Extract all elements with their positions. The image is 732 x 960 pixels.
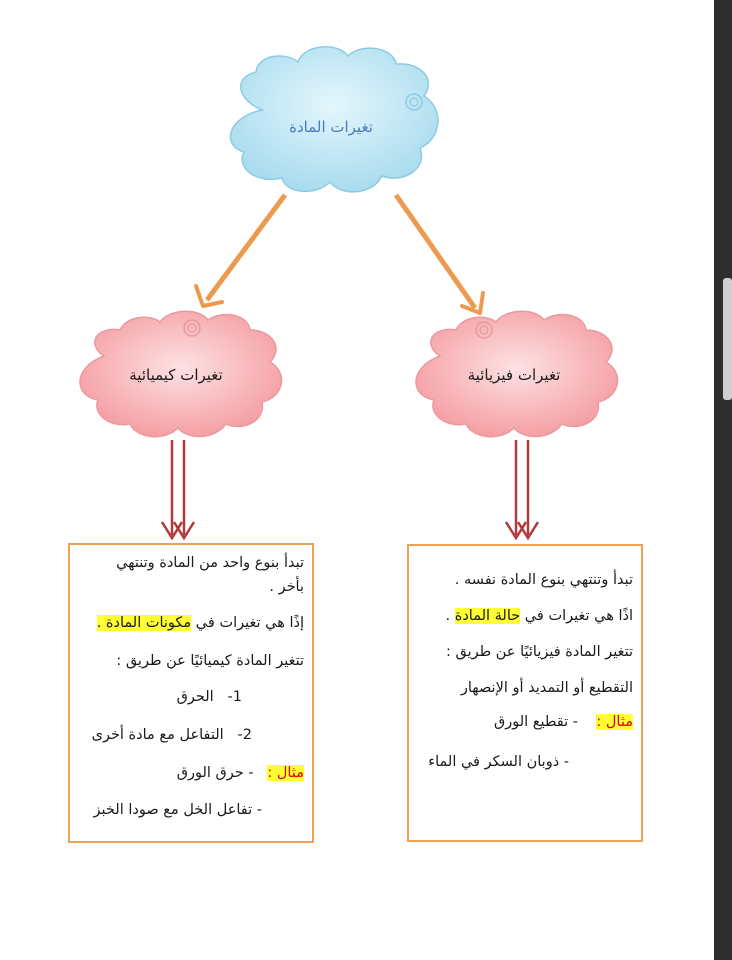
chemical-example-1 [177,765,304,781]
chemical-label: تغيرات كيميائية [129,366,223,384]
arrow-chemical-to-box [162,440,194,538]
scrollbar-thumb[interactable] [723,278,732,400]
chemical-example-1-text: - حرق الورق [176,765,254,781]
physical-example-label: مثال : [596,714,633,730]
physical-line-2 [446,608,634,624]
physical-label: تغيرات فيزيائية [467,366,561,384]
item-2-number: 2- [237,727,252,743]
chemical-item-1 [177,689,242,705]
physical-box [407,544,643,842]
scroll-rail[interactable] [714,0,732,960]
chemical-highlight: مكونات المادة . [96,615,192,631]
physical-line-1: تبدأ وتنتهي بنوع المادة نفسه . [454,572,633,588]
chemical-example-label: مثال : [267,765,304,781]
chemical-line-3 [97,615,304,631]
physical-line-4: التقطيع أو التمديد أو الإنصهار [460,680,633,696]
chemical-line-4: تتغير المادة كيميائيًا عن طريق : [116,653,304,669]
physical-example-2: - ذوبان السكر في الماء [428,754,569,770]
physical-line-2-end: . [445,608,455,624]
arrow-root-to-chemical [196,195,285,306]
chemical-line-1: تبدأ بنوع واحد من المادة وتنتهي [116,555,304,571]
root-label: تغيرات المادة [289,118,373,136]
arrow-root-to-physical [396,195,483,313]
physical-highlight: حالة المادة [454,608,521,624]
item-1-number: 1- [227,689,242,705]
chemical-example-2: - تفاعل الخل مع صودا الخبز [93,802,262,818]
item-2-text: التفاعل مع مادة أخرى [91,727,224,743]
chemical-item-2 [92,727,252,743]
physical-line-2-text: اذًا هي تغيرات في [520,608,633,624]
item-1-text: الحرق [176,689,214,705]
physical-example-1-text: - تقطيع الورق [493,714,578,730]
physical-example-1 [494,714,633,730]
chemical-box [68,543,314,843]
chemical-line-3-text: إذًا هي تغيرات في [191,615,304,631]
arrow-physical-to-box [506,440,538,538]
physical-line-3: تتغير المادة فيزيائيًا عن طريق : [446,644,633,660]
chemical-line-2: بأخر . [269,579,304,595]
